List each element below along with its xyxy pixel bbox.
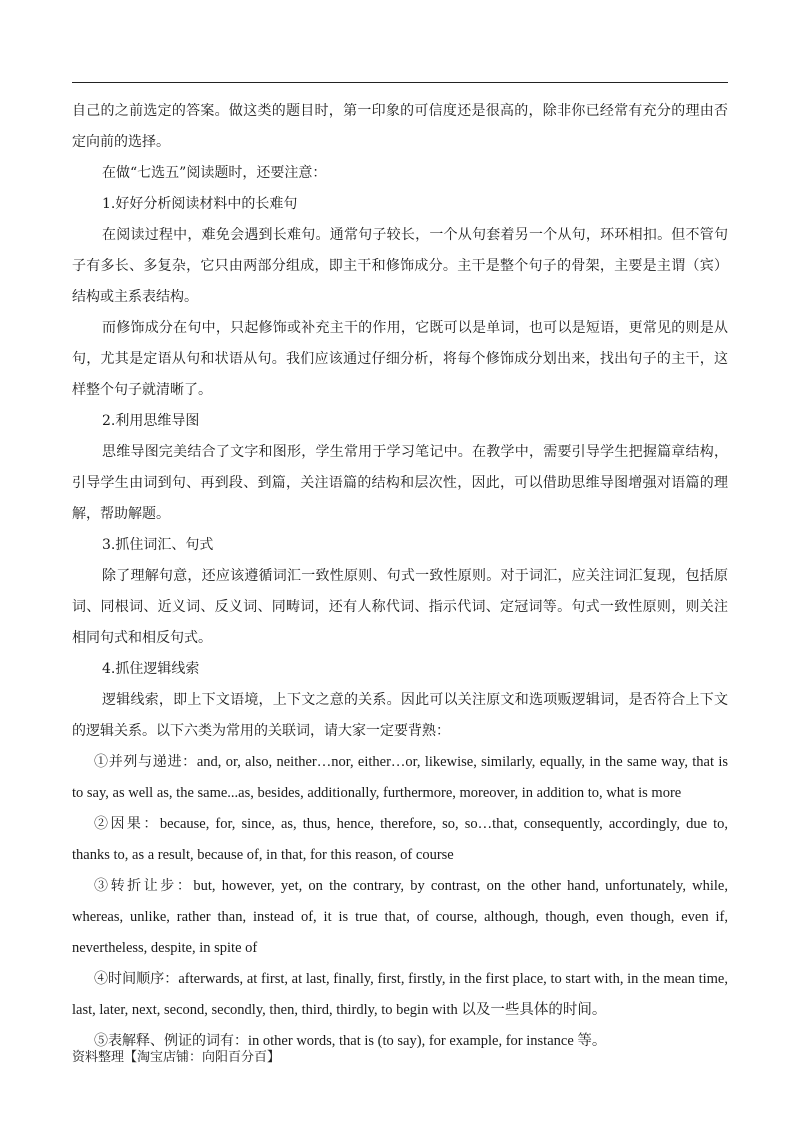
list-item	[72, 747, 728, 809]
paragraph: 自己的之前选定的答案。做这类的题目时，第一印象的可信度还是很高的，除非你已经常有充分的理由否定向前的选择。	[72, 103, 728, 150]
paragraph: 思维导图完美结合了文字和图形，学生常用于学习笔记中。在教学中，需要引导学生把握篇章结构，引导学生由词到句、再到段、到篇，关注语篇的结构和层次性，因此，可以借助思维导图增强对语篇的理解，帮助解题。	[72, 444, 728, 522]
list-item-label: ②因果：	[94, 816, 160, 832]
list-item-text: and, or, also, neither…nor, either…or, likewise, similarly, equally, in the same way, that is to say, as well as, the same...as, besides, additionally, furthermore, moreover, in addition to, what is more	[72, 754, 729, 801]
header-rule	[72, 82, 728, 83]
paragraph: 而修饰成分在句中，只起修饰或补充主干的作用，它既可以是单词，也可以是短语，更常见的则是从句，尤其是定语从句和状语从句。我们应该通过仔细分析，将每个修饰成分划出来，找出句子的主干，这样整个句子就清晰了。	[72, 320, 728, 398]
document-body	[72, 96, 728, 1057]
list-item-text: because, for, since, as, thus, hence, therefore, so, so…that, consequently, accordingly, due to, thanks to, as a result, because of, in that, for this reason, of course	[72, 816, 728, 863]
paragraph: 在做“七选五”阅读题时，还要注意：	[102, 165, 327, 181]
list-item	[72, 871, 728, 964]
list-item-label: ①并列与递进：	[94, 754, 197, 770]
paragraph: 在阅读过程中，难免会遇到长难句。通常句子较长，一个从句套着另一个从句，环环相扣。但不管句子有多长、多复杂，它只由两部分组成，即主干和修饰成分。主干是整个句子的骨架，主要是主谓（宾）结构或主系表结构。	[72, 227, 728, 305]
list-item-label: ⑤表解释、例证的词有：	[94, 1033, 248, 1049]
list-item	[72, 964, 728, 1026]
section-heading: 2.利用思维导图	[102, 413, 200, 429]
paragraph: 除了理解句意，还应该遵循词汇一致性原则、句式一致性原则。对于词汇，应关注词汇复现，包括原词、同根词、近义词、反义词、同畴词，还有人称代词、指示代词、定冠词等。句式一致性原则，则关注相同句式和相反句式。	[72, 568, 728, 646]
list-item	[72, 809, 728, 871]
list-item-label: ④时间顺序：	[94, 971, 179, 987]
section-heading: 3.抓住词汇、句式	[102, 537, 214, 553]
page-footer: 资料整理【淘宝店铺：向阳百分百】	[72, 1050, 281, 1065]
section-heading: 1.好好分析阅读材料中的长难句	[102, 196, 298, 212]
paragraph: 逻辑线索，即上下文语境，上下文之意的关系。因此可以关注原文和选项贩逻辑词，是否符合上下文的逻辑关系。以下六类为常用的关联词，请大家一定要背熟：	[72, 692, 728, 739]
list-item-text: but, however, yet, on the contrary, by contrast, on the other hand, unfortunately, while, whereas, unlike, rather than, instead of, it is true that, of course, although, though, even though, even if, nevertheless, despite, in spite of	[72, 878, 728, 956]
list-item-text: afterwards, at first, at last, finally, first, firstly, in the first place, to start with, in the mean time, last, later, next, second, secondly, then, third, thirdly, to begin with 以及一些具体的时间。	[72, 971, 728, 1018]
list-item-label: ③转折让步：	[94, 878, 194, 894]
section-heading: 4.抓住逻辑线索	[102, 661, 200, 677]
list-item-text: in other words, that is (to say), for example, for instance 等。	[248, 1033, 607, 1049]
